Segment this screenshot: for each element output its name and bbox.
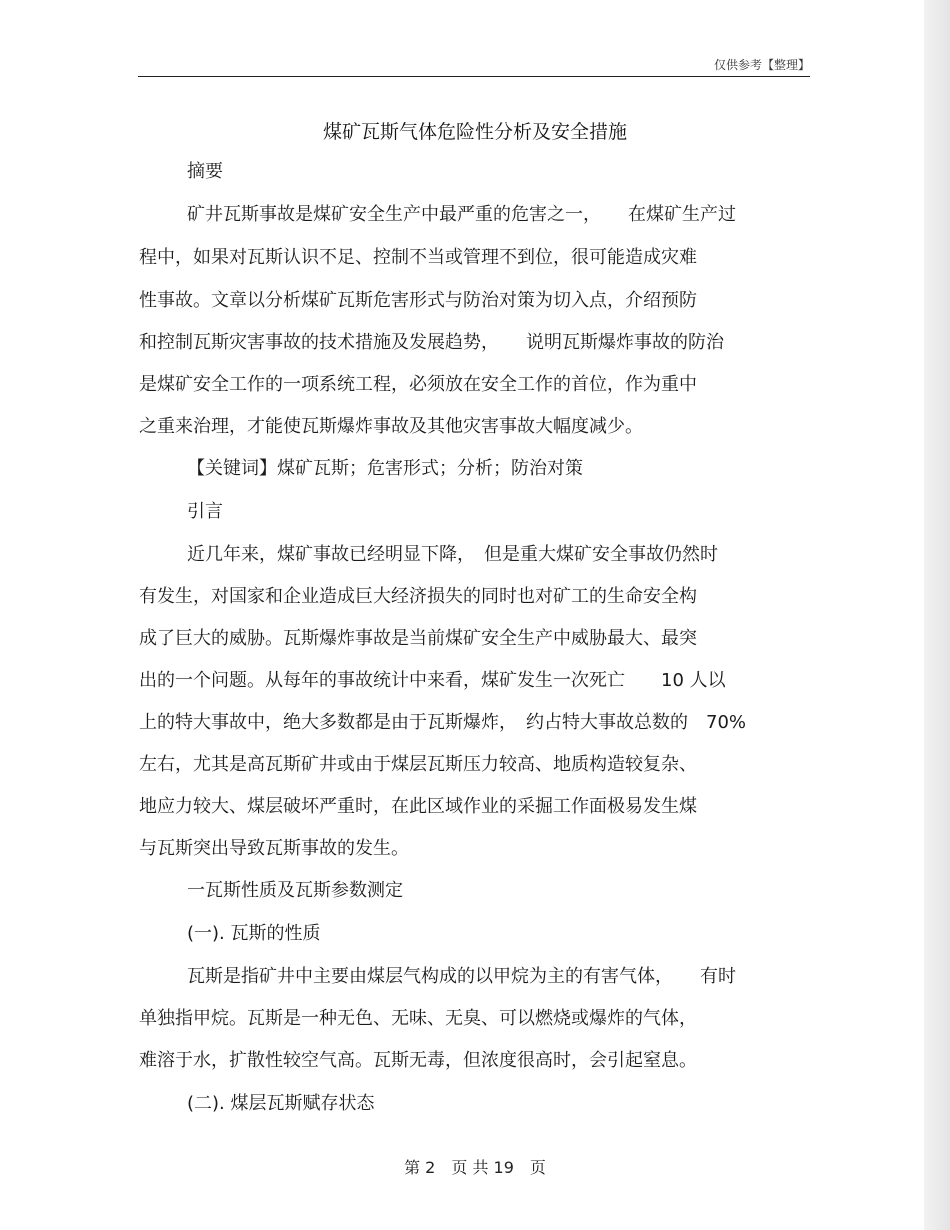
subsection-heading-1: (一). 瓦斯的性质	[187, 923, 321, 944]
body-line: 之重来治理，才能使瓦斯爆炸事故及其他灾害事故大幅度减少。	[139, 416, 643, 437]
header-rule	[138, 76, 810, 77]
body-line: 出的一个问题。从每年的事故统计中来看，煤矿发生一次死亡 10 人以	[139, 670, 726, 691]
body-line: 难溶于水，扩散性较空气高。瓦斯无毒，但浓度很高时，会引起窒息。	[139, 1050, 697, 1071]
body-line: 矿井瓦斯事故是煤矿安全生产中最严重的危害之一， 在煤矿生产过	[187, 204, 736, 225]
section-heading-1: 一瓦斯性质及瓦斯参数测定	[187, 880, 403, 901]
body-line: 有发生，对国家和企业造成巨大经济损失的同时也对矿工的生命安全构	[139, 586, 697, 607]
body-line: 地应力较大、煤层破坏严重时，在此区域作业的采掘工作面极易发生煤	[139, 796, 697, 817]
header-note: 仅供参考【整理】	[713, 58, 810, 72]
abstract-heading: 摘要	[187, 161, 223, 182]
body-line: 是煤矿安全工作的一项系统工程，必须放在安全工作的首位，作为重中	[139, 374, 697, 395]
document-title: 煤矿瓦斯气体危险性分析及安全措施	[322, 121, 627, 143]
subsection-heading-2: (二). 煤层瓦斯赋存状态	[187, 1093, 375, 1114]
keywords-line: 【关键词】煤矿瓦斯；危害形式；分析；防治对策	[187, 458, 583, 479]
body-line: 程中，如果对瓦斯认识不足、控制不当或管理不到位，很可能造成灾难	[139, 247, 697, 268]
body-line: 单独指甲烷。瓦斯是一种无色、无味、无臭、可以燃烧或爆炸的气体，	[139, 1008, 697, 1029]
body-line: 近几年来，煤矿事故已经明显下降， 但是重大煤矿安全事故仍然时	[187, 544, 718, 565]
body-line: 与瓦斯突出导致瓦斯事故的发生。	[139, 838, 409, 859]
body-line: 瓦斯是指矿井中主要由煤层气构成的以甲烷为主的有害气体， 有时	[187, 966, 736, 987]
body-line: 左右，尤其是高瓦斯矿井或由于煤层瓦斯压力较高、地质构造较复杂、	[139, 754, 697, 775]
body-line: 和控制瓦斯灾害事故的技术措施及发展趋势， 说明瓦斯爆炸事故的防治	[139, 332, 724, 353]
page-edge-shadow	[924, 0, 950, 1230]
body-line: 上的特大事故中，绝大多数都是由于瓦斯爆炸， 约占特大事故总数的 70%	[139, 712, 747, 733]
body-line: 性事故。文章以分析煤矿瓦斯危害形式与防治对策为切入点，介绍预防	[139, 290, 697, 311]
page-number-footer: 第 2 页 共 19 页	[404, 1158, 546, 1177]
body-line: 成了巨大的威胁。瓦斯爆炸事故是当前煤矿安全生产中威胁最大、最突	[139, 628, 697, 649]
introduction-heading: 引言	[187, 501, 223, 522]
